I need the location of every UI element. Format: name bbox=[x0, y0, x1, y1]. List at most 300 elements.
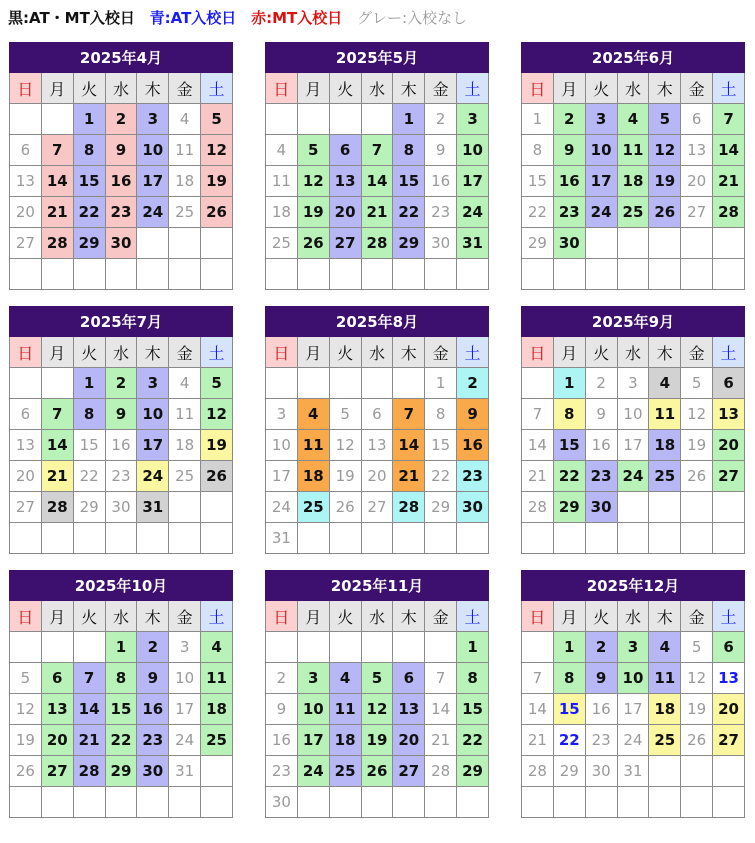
day-cell: 6 bbox=[329, 135, 361, 166]
weekday-header: 火 bbox=[73, 601, 105, 632]
day-cell: 23 bbox=[137, 725, 169, 756]
empty-cell bbox=[201, 756, 233, 787]
day-cell: 12 bbox=[329, 430, 361, 461]
day-cell: 20 bbox=[10, 461, 42, 492]
day-cell: 16 bbox=[457, 430, 489, 461]
day-cell: 5 bbox=[201, 104, 233, 135]
day-cell: 3 bbox=[137, 368, 169, 399]
month-calendar bbox=[9, 42, 233, 290]
week-row bbox=[10, 492, 233, 523]
day-cell: 17 bbox=[617, 694, 649, 725]
week-row bbox=[522, 368, 745, 399]
day-cell: 9 bbox=[585, 399, 617, 430]
weekday-header: 水 bbox=[361, 73, 393, 104]
weekday-header: 月 bbox=[297, 337, 329, 368]
day-cell: 9 bbox=[137, 663, 169, 694]
weekday-header: 木 bbox=[393, 337, 425, 368]
day-cell: 6 bbox=[41, 663, 73, 694]
day-cell: 19 bbox=[201, 166, 233, 197]
legend-item-mt: 赤:MT入校日 bbox=[251, 9, 343, 27]
day-cell: 5 bbox=[297, 135, 329, 166]
day-cell: 31 bbox=[457, 228, 489, 259]
empty-cell bbox=[361, 259, 393, 290]
weekday-header: 土 bbox=[457, 601, 489, 632]
month-title: 2025年7月 bbox=[10, 307, 233, 337]
day-cell: 21 bbox=[393, 461, 425, 492]
day-cell: 26 bbox=[10, 756, 42, 787]
day-cell: 24 bbox=[457, 197, 489, 228]
empty-cell bbox=[585, 259, 617, 290]
day-cell: 3 bbox=[137, 104, 169, 135]
day-cell: 29 bbox=[73, 228, 105, 259]
day-cell: 30 bbox=[457, 492, 489, 523]
week-row bbox=[522, 632, 745, 663]
week-row bbox=[266, 104, 489, 135]
day-cell: 27 bbox=[713, 725, 745, 756]
day-cell: 15 bbox=[457, 694, 489, 725]
day-cell: 6 bbox=[681, 104, 713, 135]
day-cell: 29 bbox=[553, 492, 585, 523]
day-cell: 24 bbox=[266, 492, 298, 523]
week-row bbox=[266, 694, 489, 725]
weekday-header: 土 bbox=[201, 601, 233, 632]
day-cell: 30 bbox=[137, 756, 169, 787]
empty-cell bbox=[41, 787, 73, 818]
day-cell: 30 bbox=[266, 787, 298, 818]
day-cell: 25 bbox=[649, 461, 681, 492]
day-cell: 19 bbox=[681, 694, 713, 725]
day-cell: 9 bbox=[585, 663, 617, 694]
day-cell: 1 bbox=[105, 632, 137, 663]
empty-cell bbox=[713, 787, 745, 818]
month-title: 2025年11月 bbox=[266, 571, 489, 601]
day-cell: 23 bbox=[105, 461, 137, 492]
week-row bbox=[266, 632, 489, 663]
empty-cell bbox=[10, 104, 42, 135]
weekday-header: 土 bbox=[457, 337, 489, 368]
week-row bbox=[266, 663, 489, 694]
day-cell: 10 bbox=[137, 399, 169, 430]
empty-cell bbox=[617, 787, 649, 818]
weekday-header: 日 bbox=[522, 337, 554, 368]
empty-cell bbox=[393, 368, 425, 399]
day-cell: 30 bbox=[553, 228, 585, 259]
legend-item-both: 黒:AT・MT入校日 bbox=[8, 9, 135, 27]
empty-cell bbox=[713, 259, 745, 290]
day-cell: 14 bbox=[361, 166, 393, 197]
empty-cell bbox=[329, 523, 361, 554]
weekday-header: 日 bbox=[10, 601, 42, 632]
day-cell: 18 bbox=[649, 430, 681, 461]
day-cell: 24 bbox=[585, 197, 617, 228]
day-cell: 5 bbox=[649, 104, 681, 135]
empty-cell bbox=[681, 523, 713, 554]
day-cell: 27 bbox=[361, 492, 393, 523]
day-cell: 28 bbox=[393, 492, 425, 523]
weekday-header: 金 bbox=[169, 73, 201, 104]
day-cell: 8 bbox=[73, 135, 105, 166]
day-cell: 20 bbox=[393, 725, 425, 756]
week-row bbox=[266, 492, 489, 523]
day-cell: 15 bbox=[393, 166, 425, 197]
empty-cell bbox=[73, 632, 105, 663]
week-row bbox=[522, 228, 745, 259]
empty-cell bbox=[297, 632, 329, 663]
day-cell: 1 bbox=[553, 368, 585, 399]
week-row bbox=[266, 228, 489, 259]
day-cell: 19 bbox=[329, 461, 361, 492]
weekday-header: 日 bbox=[10, 337, 42, 368]
weekday-header: 月 bbox=[553, 73, 585, 104]
day-cell: 5 bbox=[201, 368, 233, 399]
day-cell: 10 bbox=[169, 663, 201, 694]
day-cell: 26 bbox=[297, 228, 329, 259]
day-cell: 16 bbox=[425, 166, 457, 197]
day-cell: 13 bbox=[329, 166, 361, 197]
empty-cell bbox=[649, 228, 681, 259]
day-cell: 19 bbox=[10, 725, 42, 756]
empty-cell bbox=[201, 492, 233, 523]
week-row bbox=[522, 523, 745, 554]
empty-cell bbox=[169, 523, 201, 554]
weekday-header: 土 bbox=[713, 73, 745, 104]
weekday-header: 木 bbox=[137, 73, 169, 104]
month-calendar bbox=[9, 306, 233, 554]
day-cell: 11 bbox=[201, 663, 233, 694]
day-cell: 16 bbox=[105, 430, 137, 461]
legend-item-at: 青:AT入校日 bbox=[149, 9, 237, 27]
day-cell: 8 bbox=[457, 663, 489, 694]
day-cell: 6 bbox=[713, 632, 745, 663]
day-cell: 29 bbox=[522, 228, 554, 259]
day-cell: 11 bbox=[649, 399, 681, 430]
day-cell: 2 bbox=[585, 632, 617, 663]
day-cell: 27 bbox=[10, 228, 42, 259]
weekday-header: 水 bbox=[105, 337, 137, 368]
month-title: 2025年8月 bbox=[266, 307, 489, 337]
empty-cell bbox=[297, 368, 329, 399]
day-cell: 1 bbox=[73, 368, 105, 399]
empty-cell bbox=[585, 523, 617, 554]
day-cell: 7 bbox=[393, 399, 425, 430]
empty-cell bbox=[617, 492, 649, 523]
weekday-header: 日 bbox=[266, 601, 298, 632]
weekday-header: 火 bbox=[585, 337, 617, 368]
day-cell: 22 bbox=[522, 197, 554, 228]
empty-cell bbox=[713, 228, 745, 259]
day-cell: 3 bbox=[457, 104, 489, 135]
day-cell: 4 bbox=[201, 632, 233, 663]
day-cell: 24 bbox=[137, 461, 169, 492]
day-cell: 19 bbox=[681, 430, 713, 461]
day-cell: 11 bbox=[169, 399, 201, 430]
weekday-header: 月 bbox=[297, 73, 329, 104]
empty-cell bbox=[329, 632, 361, 663]
week-row bbox=[522, 259, 745, 290]
empty-cell bbox=[266, 368, 298, 399]
empty-cell bbox=[297, 523, 329, 554]
day-cell: 2 bbox=[105, 104, 137, 135]
day-cell: 5 bbox=[681, 368, 713, 399]
empty-cell bbox=[713, 756, 745, 787]
weekday-header: 木 bbox=[649, 601, 681, 632]
day-cell: 18 bbox=[169, 430, 201, 461]
day-cell: 23 bbox=[585, 461, 617, 492]
weekday-header: 水 bbox=[617, 337, 649, 368]
week-row bbox=[522, 461, 745, 492]
day-cell: 22 bbox=[457, 725, 489, 756]
day-cell: 25 bbox=[266, 228, 298, 259]
weekday-header: 火 bbox=[329, 73, 361, 104]
weekday-header: 火 bbox=[585, 601, 617, 632]
day-cell: 23 bbox=[105, 197, 137, 228]
day-cell: 14 bbox=[41, 430, 73, 461]
day-cell: 14 bbox=[425, 694, 457, 725]
week-row bbox=[522, 725, 745, 756]
day-cell: 8 bbox=[73, 399, 105, 430]
week-row bbox=[10, 523, 233, 554]
day-cell: 12 bbox=[649, 135, 681, 166]
weekday-header: 金 bbox=[425, 73, 457, 104]
week-row bbox=[10, 259, 233, 290]
day-cell: 18 bbox=[169, 166, 201, 197]
day-cell: 13 bbox=[681, 135, 713, 166]
day-cell: 17 bbox=[457, 166, 489, 197]
day-cell: 29 bbox=[457, 756, 489, 787]
day-cell: 30 bbox=[425, 228, 457, 259]
week-row bbox=[266, 166, 489, 197]
week-row bbox=[10, 135, 233, 166]
weekday-header: 木 bbox=[649, 337, 681, 368]
empty-cell bbox=[393, 787, 425, 818]
week-row bbox=[266, 399, 489, 430]
day-cell: 18 bbox=[297, 461, 329, 492]
empty-cell bbox=[329, 368, 361, 399]
day-cell: 22 bbox=[393, 197, 425, 228]
day-cell: 13 bbox=[713, 663, 745, 694]
empty-cell bbox=[522, 259, 554, 290]
day-cell: 24 bbox=[297, 756, 329, 787]
day-cell: 4 bbox=[649, 632, 681, 663]
day-cell: 18 bbox=[617, 166, 649, 197]
empty-cell bbox=[361, 787, 393, 818]
month-title: 2025年12月 bbox=[522, 571, 745, 601]
empty-cell bbox=[169, 228, 201, 259]
day-cell: 24 bbox=[617, 461, 649, 492]
weekday-header: 水 bbox=[105, 601, 137, 632]
day-cell: 2 bbox=[105, 368, 137, 399]
day-cell: 7 bbox=[41, 399, 73, 430]
day-cell: 26 bbox=[681, 725, 713, 756]
day-cell: 14 bbox=[522, 430, 554, 461]
empty-cell bbox=[266, 632, 298, 663]
day-cell: 21 bbox=[522, 461, 554, 492]
week-row bbox=[10, 787, 233, 818]
empty-cell bbox=[266, 259, 298, 290]
day-cell: 5 bbox=[10, 663, 42, 694]
day-cell: 31 bbox=[617, 756, 649, 787]
month-title: 2025年9月 bbox=[522, 307, 745, 337]
day-cell: 22 bbox=[73, 197, 105, 228]
day-cell: 23 bbox=[266, 756, 298, 787]
day-cell: 17 bbox=[137, 166, 169, 197]
week-row bbox=[10, 228, 233, 259]
empty-cell bbox=[169, 787, 201, 818]
empty-cell bbox=[681, 492, 713, 523]
day-cell: 18 bbox=[329, 725, 361, 756]
weekday-header: 月 bbox=[41, 601, 73, 632]
week-row bbox=[10, 632, 233, 663]
day-cell: 12 bbox=[681, 663, 713, 694]
week-row bbox=[10, 756, 233, 787]
empty-cell bbox=[361, 104, 393, 135]
day-cell: 2 bbox=[457, 368, 489, 399]
day-cell: 14 bbox=[73, 694, 105, 725]
week-row bbox=[266, 756, 489, 787]
day-cell: 31 bbox=[266, 523, 298, 554]
day-cell: 26 bbox=[201, 461, 233, 492]
day-cell: 20 bbox=[10, 197, 42, 228]
day-cell: 1 bbox=[457, 632, 489, 663]
day-cell: 28 bbox=[713, 197, 745, 228]
day-cell: 1 bbox=[553, 632, 585, 663]
day-cell: 5 bbox=[681, 632, 713, 663]
day-cell: 8 bbox=[553, 663, 585, 694]
day-cell: 7 bbox=[41, 135, 73, 166]
week-row bbox=[10, 368, 233, 399]
weekday-header: 木 bbox=[649, 73, 681, 104]
day-cell: 29 bbox=[553, 756, 585, 787]
day-cell: 24 bbox=[169, 725, 201, 756]
day-cell: 31 bbox=[137, 492, 169, 523]
day-cell: 13 bbox=[713, 399, 745, 430]
day-cell: 14 bbox=[522, 694, 554, 725]
day-cell: 4 bbox=[649, 368, 681, 399]
week-row bbox=[522, 492, 745, 523]
week-row bbox=[522, 663, 745, 694]
day-cell: 9 bbox=[266, 694, 298, 725]
weekday-header: 火 bbox=[585, 73, 617, 104]
day-cell: 18 bbox=[649, 694, 681, 725]
day-cell: 3 bbox=[297, 663, 329, 694]
day-cell: 22 bbox=[73, 461, 105, 492]
day-cell: 8 bbox=[522, 135, 554, 166]
empty-cell bbox=[73, 259, 105, 290]
day-cell: 9 bbox=[553, 135, 585, 166]
week-row bbox=[10, 725, 233, 756]
week-row bbox=[10, 166, 233, 197]
day-cell: 1 bbox=[425, 368, 457, 399]
weekday-header: 日 bbox=[266, 73, 298, 104]
empty-cell bbox=[361, 523, 393, 554]
week-row bbox=[522, 135, 745, 166]
day-cell: 3 bbox=[617, 368, 649, 399]
empty-cell bbox=[553, 523, 585, 554]
weekday-header: 月 bbox=[41, 73, 73, 104]
day-cell: 14 bbox=[713, 135, 745, 166]
day-cell: 8 bbox=[105, 663, 137, 694]
empty-cell bbox=[681, 787, 713, 818]
day-cell: 21 bbox=[713, 166, 745, 197]
day-cell: 27 bbox=[681, 197, 713, 228]
empty-cell bbox=[522, 523, 554, 554]
day-cell: 20 bbox=[713, 430, 745, 461]
day-cell: 27 bbox=[10, 492, 42, 523]
week-row bbox=[266, 135, 489, 166]
weekday-header: 日 bbox=[522, 601, 554, 632]
weekday-header: 金 bbox=[681, 337, 713, 368]
day-cell: 5 bbox=[329, 399, 361, 430]
month-calendar bbox=[265, 42, 489, 290]
day-cell: 30 bbox=[585, 756, 617, 787]
week-row bbox=[522, 787, 745, 818]
day-cell: 16 bbox=[266, 725, 298, 756]
month-calendar bbox=[265, 306, 489, 554]
empty-cell bbox=[297, 104, 329, 135]
weekday-header: 木 bbox=[393, 601, 425, 632]
day-cell: 15 bbox=[522, 166, 554, 197]
day-cell: 25 bbox=[329, 756, 361, 787]
weekday-header: 火 bbox=[73, 73, 105, 104]
day-cell: 20 bbox=[713, 694, 745, 725]
empty-cell bbox=[713, 523, 745, 554]
weekday-header: 火 bbox=[329, 337, 361, 368]
empty-cell bbox=[10, 787, 42, 818]
day-cell: 16 bbox=[553, 166, 585, 197]
day-cell: 24 bbox=[137, 197, 169, 228]
day-cell: 17 bbox=[169, 694, 201, 725]
empty-cell bbox=[201, 259, 233, 290]
day-cell: 27 bbox=[713, 461, 745, 492]
day-cell: 21 bbox=[41, 197, 73, 228]
day-cell: 10 bbox=[137, 135, 169, 166]
empty-cell bbox=[649, 756, 681, 787]
weekday-header: 土 bbox=[201, 337, 233, 368]
empty-cell bbox=[361, 632, 393, 663]
empty-cell bbox=[457, 523, 489, 554]
week-row bbox=[10, 461, 233, 492]
day-cell: 1 bbox=[73, 104, 105, 135]
day-cell: 20 bbox=[41, 725, 73, 756]
day-cell: 14 bbox=[41, 166, 73, 197]
day-cell: 21 bbox=[425, 725, 457, 756]
day-cell: 22 bbox=[553, 461, 585, 492]
week-row bbox=[266, 197, 489, 228]
empty-cell bbox=[522, 368, 554, 399]
empty-cell bbox=[649, 787, 681, 818]
empty-cell bbox=[425, 523, 457, 554]
week-row bbox=[10, 399, 233, 430]
day-cell: 4 bbox=[329, 663, 361, 694]
empty-cell bbox=[169, 492, 201, 523]
empty-cell bbox=[457, 787, 489, 818]
empty-cell bbox=[41, 259, 73, 290]
day-cell: 9 bbox=[425, 135, 457, 166]
week-row bbox=[266, 787, 489, 818]
week-row bbox=[266, 461, 489, 492]
day-cell: 11 bbox=[649, 663, 681, 694]
week-row bbox=[266, 725, 489, 756]
day-cell: 20 bbox=[681, 166, 713, 197]
day-cell: 11 bbox=[617, 135, 649, 166]
weekday-header: 日 bbox=[10, 73, 42, 104]
empty-cell bbox=[73, 787, 105, 818]
day-cell: 29 bbox=[393, 228, 425, 259]
day-cell: 13 bbox=[393, 694, 425, 725]
legend bbox=[8, 6, 477, 32]
day-cell: 12 bbox=[297, 166, 329, 197]
day-cell: 24 bbox=[617, 725, 649, 756]
